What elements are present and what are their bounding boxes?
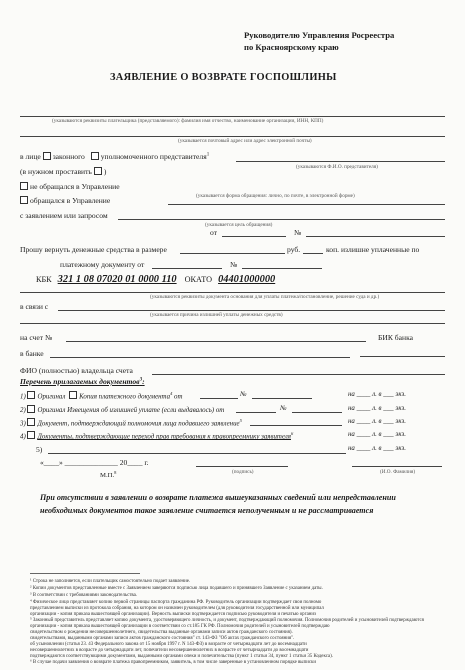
notice-line-2: необходимых документов такое заявление считается неполученным и не рассматривается	[40, 506, 374, 515]
payer-hint: (указываются реквизиты плательщика (представляемого): фамилия имя отчество, наименование организации, ИНН, КПП)	[52, 118, 324, 124]
in-person-row	[20, 152, 209, 161]
original-checkbox[interactable]	[27, 391, 35, 399]
payment-number-line	[242, 268, 322, 269]
attachment-1-sheets: на ____ л. в ___ экз.	[348, 391, 406, 398]
attachment-3-sheets: на ____ л. в ___ экз.	[348, 418, 406, 425]
representative-line	[236, 161, 445, 162]
not-applied-row: не обращался в Управление	[20, 182, 120, 191]
document-title: ЗАЯВЛЕНИЕ О ВОЗВРАТЕ ГОСПОШЛИНЫ	[110, 72, 337, 83]
name-hint: (И.О. Фамилия)	[380, 469, 416, 475]
signature-hint: (подпись)	[232, 469, 254, 475]
appeal-date-line	[222, 236, 286, 237]
reason-hint: (указывается причина излишней уплаты денежных средств)	[150, 312, 283, 318]
attachment-2-sheets: на ____ л. в ___ экз.	[348, 405, 406, 412]
legal-rep-checkbox[interactable]	[43, 152, 51, 160]
notice-line-1: При отсутствии в заявлении о возврате платежа вышеуказанных сведений или непредставлении	[40, 493, 396, 502]
footnote-mark: 1	[206, 152, 210, 158]
needed-note: (в нужном проставить )	[20, 167, 107, 176]
attachment-item-1: 1) Оригинал Копия платежного документа$^4$ от	[20, 391, 183, 401]
kop-label: коп. излишне уплаченные по	[326, 245, 420, 254]
notice-original-checkbox[interactable]	[27, 405, 35, 413]
in-connection-label: в связи с	[20, 302, 49, 311]
refund-request-label: Прошу вернуть денежные средства в размере	[20, 245, 167, 254]
footnote-separator	[30, 573, 140, 574]
footnote-11: об усыновлении (статья 23. 43 Федерального закона от 15 ноября 1997 г. N 143-ФЗ) в возрасте от четырнадцати лет до восемнадцати	[30, 642, 307, 647]
copy-checkbox[interactable]	[69, 391, 77, 399]
attachment-1-number-line	[252, 398, 312, 399]
with-statement-label: с заявлением или запросом	[20, 211, 108, 220]
addressee-line-2: по Красноярскому краю	[244, 42, 339, 52]
footnote-6: организации - копия приказа вышестоящей организации). Верность выписки подтверждается подписью руководителя и печатью организ	[30, 612, 316, 617]
name-line	[352, 466, 442, 467]
footnote-12: несовершеннолетних в возрасте до четырнадцати лет, попечители несовершеннолетних в возрасте от четырнадцати до восемнадцати	[30, 648, 309, 653]
holder-label: ФИО (полностью) владельца счета	[20, 366, 133, 375]
authorized-rep-label: уполномоченного представителя	[100, 152, 207, 161]
needed-checkbox-icon	[94, 167, 102, 175]
in-person-label: в лице	[20, 152, 41, 161]
appeal-form-line	[168, 204, 445, 205]
footnote-2: ² Копии документов представленные вместе с Заявлением заверяются подписью лица подавшего и принявшего Заявление с указанием даты.	[30, 586, 323, 591]
payment-doc-label: платежному документу от	[60, 260, 145, 269]
appeal-purpose-line	[118, 219, 445, 220]
appeal-purpose-hint: (указывается цель обращения)	[205, 222, 273, 228]
attachment-item-3: 3) Документ, подтверждающий полномочия лица подавшего заявление$^5$	[20, 418, 242, 428]
okato-value: 04401000000	[218, 274, 276, 285]
attachment-item-4: 4) Документы, подтверждающие переход прав требования к правопреемнику заявителя$^6$	[20, 431, 294, 441]
in-bank-label: в банке	[20, 349, 44, 358]
refund-amount-line	[180, 253, 285, 254]
address-hint: (указывается почтовый адрес или адрес электронной почты)	[178, 138, 312, 144]
applied-row: обращался в Управление	[20, 196, 110, 205]
document-basis-hint: (указываются реквизиты документа основания для уплаты платежа/постановление, решение суда и др.)	[150, 294, 380, 300]
attachment-5-line	[48, 453, 346, 454]
holder-line	[152, 374, 445, 375]
reason-line-2	[20, 323, 445, 324]
addressee-line-1: Руководителю Управления Росреестра	[244, 30, 395, 40]
authorized-rep-checkbox[interactable]	[91, 152, 99, 160]
attachment-2-number-label: №	[280, 405, 287, 412]
applied-checkbox[interactable]	[20, 196, 28, 204]
address-line	[20, 136, 445, 137]
payer-line	[20, 116, 445, 117]
bik-label: БИК банка	[378, 333, 414, 342]
appeal-form-hint: (указывается форма обращения: лично, по почте, в электронной форме)	[196, 193, 355, 199]
attachment-1-date-line	[200, 398, 238, 399]
reason-line	[58, 310, 445, 311]
footnote-13: подтверждаются соответствующими документами, выданными органами опеки и попечительства (пункт 1 статьи 34, пункт 1 статьи 35 Кодекса).	[30, 654, 333, 659]
account-label: на счет №	[20, 333, 53, 342]
footnote-1: ¹ Строка не заполняется, если плательщик самостоятельно подает заявление.	[30, 579, 191, 584]
not-applied-checkbox[interactable]	[20, 182, 28, 190]
account-line	[66, 341, 366, 342]
appeal-number-label: №	[294, 228, 302, 237]
footnote-8: организации - копия приказа вышестоящей организации в соответствии со ст.185 ГК РФ. Полномочия родителей и усыновителей подтверждаю	[30, 624, 330, 629]
kbk-row	[36, 274, 275, 285]
footnote-3: ³ В соответствии с требованиями законодательства.	[30, 593, 138, 598]
attachment-2-number-line	[292, 412, 342, 413]
payment-date-line	[152, 268, 222, 269]
footnote-4: ⁴ Физическое лицо представляет копию первой страницы паспорта гражданина РФ. Руководитель организации подтверждает свои полномо	[30, 600, 322, 605]
stamp-place: М.П.$^8$	[100, 470, 117, 480]
footnote-9: свидетельством о рождении несовершеннолетнего, свидетельства выданные органами записи актов гражданского состояния).	[30, 630, 293, 635]
payment-number-label: №	[230, 260, 238, 269]
signature-line	[196, 466, 288, 467]
appeal-from-label: от	[210, 228, 218, 237]
attachments-heading: Перечень прилагаемых документов$^3$:	[20, 377, 145, 386]
date-row: «____» ______________ 20____ г.	[40, 458, 149, 467]
attachment-3-line	[250, 425, 342, 426]
attachment-2-date-line	[236, 412, 276, 413]
footnote-10: свидетельствами, выданными органами записи актов гражданского состояния" ст. 143-ФЗ "Об актах гражданского состояния".	[30, 636, 295, 641]
okato-label: ОКАТО	[184, 275, 213, 284]
attachment-item-2: 2) Оригинал Извещения об излишней уплате (если выдавалось) от	[20, 407, 225, 414]
succession-doc-checkbox[interactable]	[27, 431, 35, 439]
attachment-5-sheets: на ____ л. в ___ экз.	[348, 445, 406, 452]
authority-doc-checkbox[interactable]	[27, 418, 35, 426]
footnote-7: ⁵ Законный представитель представляет копию документа, удостоверяющего личность, и документ, подтверждающий полномочия. Полномочия родителей и усыновителей подтверждаются	[30, 618, 424, 623]
footnote-5: представлением выписки из протокола собрания, на котором он назначен руководителем (для руководителя государственной или муниципал	[30, 606, 324, 611]
kbk-value: 321 1 08 07020 01 0000 110	[57, 274, 177, 285]
kbk-label: КБК	[36, 275, 52, 284]
bank-line	[50, 357, 350, 358]
rub-label: руб.	[287, 245, 301, 254]
kop-line	[303, 253, 323, 254]
representative-hint: (указываются Ф.И.О. представителя)	[296, 164, 378, 170]
footnote-14: ⁶ В случае подачи заявления о возврате платежа правопреемником, заявитель, в том числе заверенные в установленном порядке выписки	[30, 660, 316, 665]
attachment-1-number-label: №	[240, 391, 247, 398]
appeal-number-line	[306, 236, 445, 237]
legal-rep-label: законного	[52, 152, 85, 161]
document-basis-line	[20, 292, 445, 293]
attachment-4-sheets: на ____ л. в ___ экз.	[348, 431, 406, 438]
attachment-item-5-num: 5)	[36, 445, 43, 454]
bik-line	[360, 356, 445, 357]
